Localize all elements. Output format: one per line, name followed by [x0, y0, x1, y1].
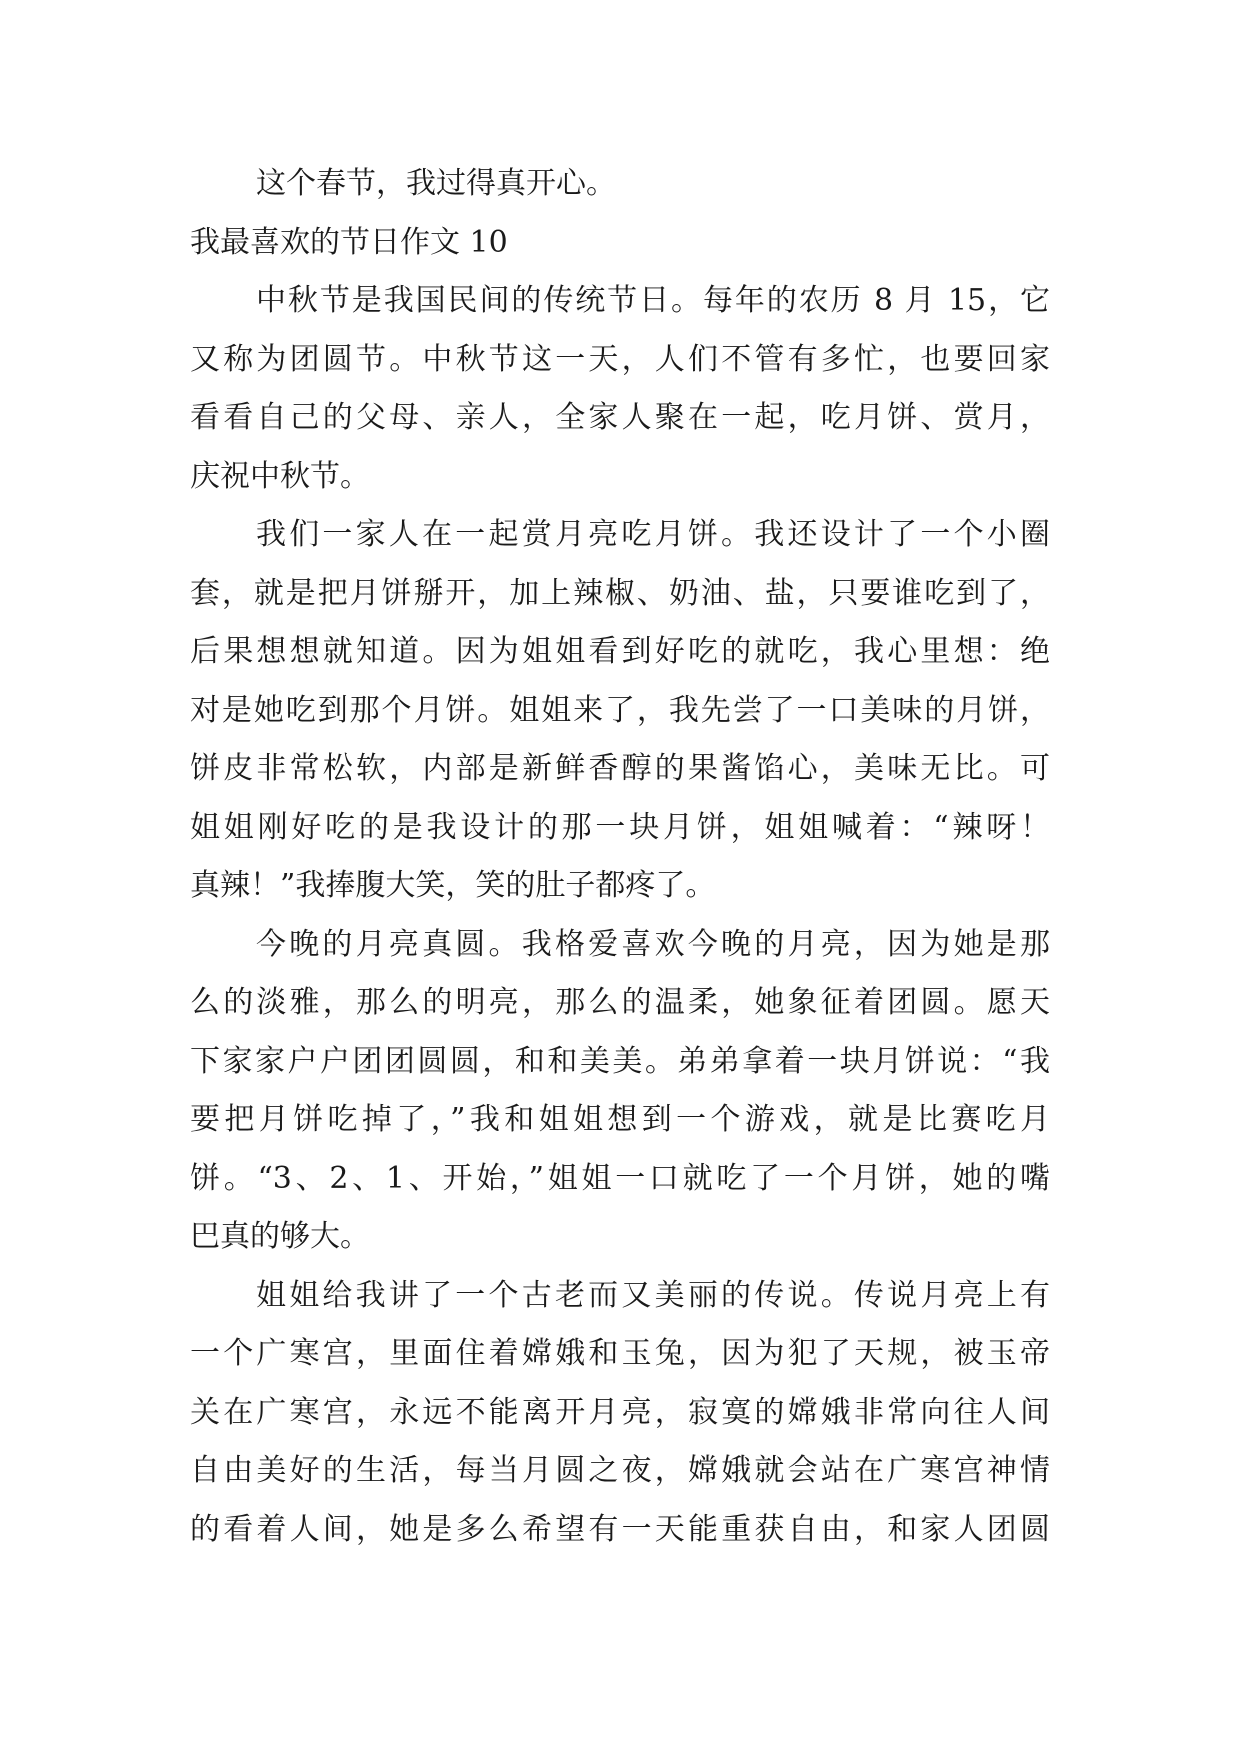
text-line: 一个广寒宫，里面住着嫦娥和玉兔，因为犯了天规，被玉帝 [190, 1336, 1050, 1371]
text-line: 后果想想就知道。因为姐姐看到好吃的就吃，我心里想：绝 [190, 634, 1050, 669]
text-line: 套，就是把月饼掰开，加上辣椒、奶油、盐，只要谁吃到了， [190, 575, 1050, 611]
text-line: 我们一家人在一起赏月亮吃月饼。我还设计了一个小圈 [256, 517, 1050, 552]
text-line: 自由美好的生活，每当月圆之夜，嫦娥就会站在广寒宫神情 [190, 1453, 1050, 1488]
text-line: 这个春节，我过得真开心。 [256, 166, 616, 201]
text-line: 么的淡雅，那么的明亮，那么的温柔，她象征着团圆。愿天 [190, 985, 1050, 1020]
text-line: 关在广寒宫，永远不能离开月亮，寂寞的嫦娥非常向往人间 [190, 1394, 1050, 1430]
text-line: 中秋节是我国民间的传统节日。每年的农历 8 月 15，它 [256, 283, 1050, 318]
text-line: 真辣！”我捧腹大笑，笑的肚子都疼了。 [190, 868, 716, 903]
text-line: 饼皮非常松软，内部是新鲜香醇的果酱馅心，美味无比。可 [190, 751, 1050, 786]
text-line: 姐姐刚好吃的是我设计的那一块月饼，姐姐喊着：“辣呀！ [190, 809, 1050, 845]
text-line: 姐姐给我讲了一个古老而又美丽的传说。传说月亮上有 [256, 1277, 1050, 1313]
text-line: 的看着人间，她是多么希望有一天能重获自由，和家人团圆 [190, 1511, 1050, 1547]
text-line: 饼。“3、2、1、开始，”姐姐一口就吃了一个月饼，她的嘴 [190, 1160, 1050, 1196]
text-line: 巴真的够大。 [190, 1219, 370, 1254]
text-line: 今晚的月亮真圆。我格爱喜欢今晚的月亮，因为她是那 [256, 926, 1050, 962]
essay-text [190, 155, 1050, 1559]
text-line: 对是她吃到那个月饼。姐姐来了，我先尝了一口美味的月饼， [190, 692, 1050, 728]
essay-title: 我最喜欢的节日作文 10 [190, 224, 508, 260]
text-line: 庆祝中秋节。 [190, 458, 370, 494]
text-line: 看看自己的父母、亲人，全家人聚在一起，吃月饼、赏月， [190, 400, 1050, 435]
text-line: 又称为团圆节。中秋节这一天，人们不管有多忙，也要回家 [190, 341, 1050, 377]
text-line: 要把月饼吃掉了，”我和姐姐想到一个游戏，就是比赛吃月 [190, 1102, 1050, 1137]
text-line: 下家家户户团团圆圆，和和美美。弟弟拿着一块月饼说：“我 [190, 1043, 1050, 1079]
